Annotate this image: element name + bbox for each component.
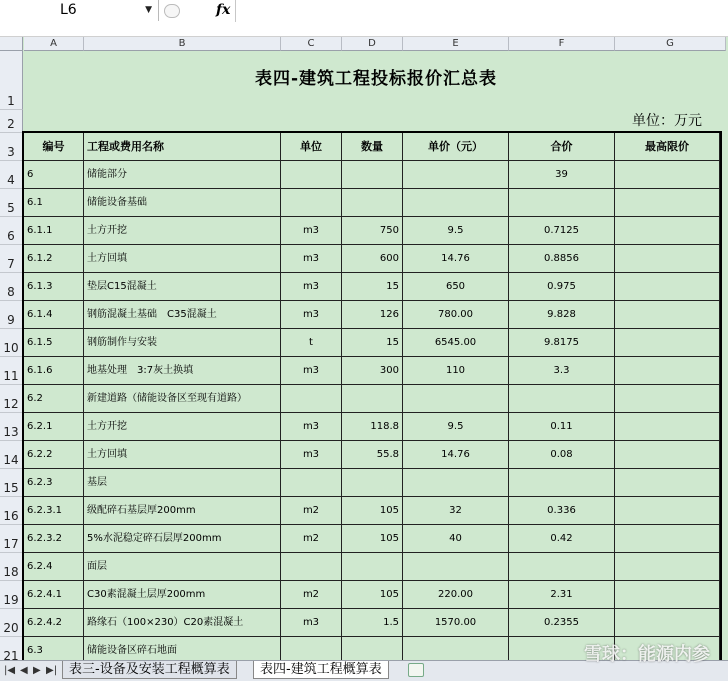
- row-header-7[interactable]: 7: [0, 245, 23, 273]
- table-cell[interactable]: m2: [281, 525, 342, 553]
- table-cell[interactable]: [615, 553, 720, 581]
- table-cell[interactable]: [509, 553, 615, 581]
- function-icon[interactable]: fx: [216, 2, 231, 18]
- row-header-10[interactable]: 10: [0, 329, 23, 357]
- table-cell[interactable]: [342, 189, 403, 217]
- table-cell[interactable]: 9.5: [403, 413, 509, 441]
- header-cell[interactable]: 数量: [342, 133, 403, 161]
- table-cell[interactable]: 0.2355: [509, 609, 615, 637]
- table-row: [24, 525, 728, 553]
- table-cell[interactable]: 600: [342, 245, 403, 273]
- formula-handle-icon[interactable]: [164, 4, 180, 18]
- table-cell[interactable]: 14.76: [403, 441, 509, 469]
- ribbon-gap: [0, 22, 728, 37]
- table-cell[interactable]: 6.2.4.2: [24, 609, 84, 637]
- table-row: [24, 245, 728, 273]
- table-cell[interactable]: [615, 581, 720, 609]
- table-cell[interactable]: [403, 385, 509, 413]
- table-cell[interactable]: [342, 553, 403, 581]
- table-cell[interactable]: 钢筋混凝土基础 C35混凝土: [84, 301, 281, 329]
- first-sheet-icon[interactable]: |◀: [4, 665, 16, 676]
- table-header-row: [24, 133, 728, 161]
- table-cell[interactable]: [281, 637, 342, 660]
- name-box-value: L6: [60, 2, 77, 18]
- table-cell[interactable]: 6.1.5: [24, 329, 84, 357]
- table-cell[interactable]: [342, 469, 403, 497]
- table-cell[interactable]: [281, 161, 342, 189]
- table-cell[interactable]: 14.76: [403, 245, 509, 273]
- table-cell[interactable]: 105: [342, 525, 403, 553]
- table-cell[interactable]: 39: [509, 161, 615, 189]
- table-cell[interactable]: [615, 469, 720, 497]
- header-cell[interactable]: 编号: [24, 133, 84, 161]
- table-cell[interactable]: 1.5: [342, 609, 403, 637]
- table-cell[interactable]: C30素混凝土层厚200mm: [84, 581, 281, 609]
- table-cell[interactable]: [509, 385, 615, 413]
- table-cell[interactable]: m3: [281, 301, 342, 329]
- header-cell[interactable]: 工程或费用名称: [84, 133, 281, 161]
- table-cell[interactable]: m3: [281, 609, 342, 637]
- table-row: [24, 469, 728, 497]
- chevron-down-icon[interactable]: ▼: [145, 5, 152, 15]
- table-cell[interactable]: m3: [281, 441, 342, 469]
- table-cell[interactable]: 6.1.3: [24, 273, 84, 301]
- formula-separator: [235, 0, 236, 22]
- table-row: [24, 581, 728, 609]
- table-cell[interactable]: [615, 189, 720, 217]
- table-cell[interactable]: [403, 637, 509, 660]
- table-cell[interactable]: 0.8856: [509, 245, 615, 273]
- sheet-tab-4[interactable]: 表四-建筑工程概算表: [253, 661, 389, 679]
- row-header-12[interactable]: 12: [0, 385, 23, 413]
- table-cell[interactable]: 地基处理 3:7灰土换填: [84, 357, 281, 385]
- table-cell[interactable]: 面层: [84, 553, 281, 581]
- table-cell[interactable]: 钢筋制作与安装: [84, 329, 281, 357]
- table-cell[interactable]: [615, 497, 720, 525]
- table-cell[interactable]: 6545.00: [403, 329, 509, 357]
- table-row: [24, 385, 728, 413]
- table-cell[interactable]: 105: [342, 497, 403, 525]
- row-header-9[interactable]: 9: [0, 301, 23, 329]
- table-cell[interactable]: [403, 161, 509, 189]
- table-cell[interactable]: [403, 553, 509, 581]
- table-cell[interactable]: 5%水泥稳定碎石层厚200mm: [84, 525, 281, 553]
- table-cell[interactable]: [615, 609, 720, 637]
- table-cell[interactable]: 110: [403, 357, 509, 385]
- table-cell[interactable]: 9.5: [403, 217, 509, 245]
- table-row: [24, 217, 728, 245]
- row-header-15[interactable]: 15: [0, 469, 23, 497]
- table-cell[interactable]: 780.00: [403, 301, 509, 329]
- table-cell[interactable]: [509, 469, 615, 497]
- row-header-17[interactable]: 17: [0, 525, 23, 553]
- row-header-4[interactable]: 4: [0, 161, 23, 189]
- table-cell[interactable]: [615, 413, 720, 441]
- column-header-d[interactable]: D: [342, 37, 403, 51]
- table-cell[interactable]: 6.1.6: [24, 357, 84, 385]
- next-sheet-icon[interactable]: ▶: [33, 665, 41, 676]
- table-cell[interactable]: 储能部分: [84, 161, 281, 189]
- table-cell[interactable]: [615, 245, 720, 273]
- column-header-g[interactable]: G: [615, 37, 726, 51]
- table-row: [24, 553, 728, 581]
- table-cell[interactable]: [615, 525, 720, 553]
- column-header-b[interactable]: B: [84, 37, 281, 51]
- row-header-18[interactable]: 18: [0, 553, 23, 581]
- table-cell[interactable]: 6.2: [24, 385, 84, 413]
- table-cell[interactable]: 0.11: [509, 413, 615, 441]
- table-row: [24, 441, 728, 469]
- prev-sheet-icon[interactable]: ◀: [20, 665, 28, 676]
- table-cell[interactable]: [281, 553, 342, 581]
- table-cell[interactable]: 土方开挖: [84, 413, 281, 441]
- table-cell[interactable]: t: [281, 329, 342, 357]
- table-cell[interactable]: 6.2.3.2: [24, 525, 84, 553]
- table-cell[interactable]: [615, 161, 720, 189]
- row-header-6[interactable]: 6: [0, 217, 23, 245]
- formula-bar: [0, 0, 728, 23]
- row-header-1[interactable]: 1: [0, 51, 23, 110]
- table-cell[interactable]: [615, 385, 720, 413]
- table-cell[interactable]: 6.2.4: [24, 553, 84, 581]
- watermark: 雪球：能源内参: [584, 644, 710, 665]
- table-cell[interactable]: 土方开挖: [84, 217, 281, 245]
- table-cell[interactable]: 32: [403, 497, 509, 525]
- table-row: [24, 497, 728, 525]
- table-cell[interactable]: 垫层C15混凝土: [84, 273, 281, 301]
- row-header-16[interactable]: 16: [0, 497, 23, 525]
- table-cell[interactable]: 6.1.2: [24, 245, 84, 273]
- header-cell[interactable]: 单位: [281, 133, 342, 161]
- table-row: [24, 357, 728, 385]
- table-cell[interactable]: 15: [342, 329, 403, 357]
- table-cell[interactable]: [615, 441, 720, 469]
- column-header-e[interactable]: E: [403, 37, 509, 51]
- row-header-19[interactable]: 19: [0, 581, 23, 609]
- table-cell[interactable]: [403, 469, 509, 497]
- table-cell[interactable]: 6.2.3: [24, 469, 84, 497]
- table-cell[interactable]: 路缘石（100×230）C20素混凝土: [84, 609, 281, 637]
- spreadsheet-grid[interactable]: [0, 37, 728, 660]
- table-cell[interactable]: [509, 189, 615, 217]
- table-cell[interactable]: [615, 273, 720, 301]
- table-cell[interactable]: 土方回填: [84, 441, 281, 469]
- formula-controls: [160, 0, 240, 21]
- table-cell[interactable]: 6.2.4.1: [24, 581, 84, 609]
- row-header-20[interactable]: 20: [0, 609, 23, 637]
- last-sheet-icon[interactable]: ▶|: [46, 665, 58, 676]
- table-cell[interactable]: 0.08: [509, 441, 615, 469]
- table-cell[interactable]: 6.1.4: [24, 301, 84, 329]
- row-header-8[interactable]: 8: [0, 273, 23, 301]
- table-cell[interactable]: 6.3: [24, 637, 84, 660]
- table-cell[interactable]: 118.8: [342, 413, 403, 441]
- table-cell[interactable]: 750: [342, 217, 403, 245]
- table-cell[interactable]: 1570.00: [403, 609, 509, 637]
- header-cell[interactable]: 合价: [509, 133, 615, 161]
- table-cell[interactable]: 新建道路（储能设备区至现有道路）: [84, 385, 281, 413]
- table-row: [24, 413, 728, 441]
- table-cell[interactable]: [342, 385, 403, 413]
- header-cell[interactable]: 单价（元）: [403, 133, 509, 161]
- name-box[interactable]: [0, 0, 159, 21]
- row-header-5[interactable]: 5: [0, 189, 23, 217]
- column-header-a[interactable]: A: [24, 37, 84, 51]
- row-header-14[interactable]: 14: [0, 441, 23, 469]
- table-cell[interactable]: 6.2.3.1: [24, 497, 84, 525]
- table-cell[interactable]: 6.1.1: [24, 217, 84, 245]
- table-cell[interactable]: 储能设备基础: [84, 189, 281, 217]
- table-cell[interactable]: 650: [403, 273, 509, 301]
- column-header-f[interactable]: F: [509, 37, 615, 51]
- table-cell[interactable]: m3: [281, 413, 342, 441]
- table-cell[interactable]: 9.828: [509, 301, 615, 329]
- table-cell[interactable]: 6.2.1: [24, 413, 84, 441]
- table-row: [24, 301, 728, 329]
- table-cell[interactable]: m3: [281, 245, 342, 273]
- table-cell[interactable]: [615, 357, 720, 385]
- table-cell[interactable]: [281, 469, 342, 497]
- new-sheet-icon[interactable]: [408, 663, 424, 677]
- table-cell[interactable]: 55.8: [342, 441, 403, 469]
- column-header-c[interactable]: C: [281, 37, 342, 51]
- table-cell[interactable]: [615, 329, 720, 357]
- table-cell[interactable]: [281, 189, 342, 217]
- table-cell[interactable]: m3: [281, 357, 342, 385]
- table-cell[interactable]: 0.975: [509, 273, 615, 301]
- table-cell[interactable]: 220.00: [403, 581, 509, 609]
- table-cell[interactable]: 级配碎石基层厚200mm: [84, 497, 281, 525]
- table-cell[interactable]: [615, 301, 720, 329]
- table-cell[interactable]: [403, 189, 509, 217]
- table-cell[interactable]: 基层: [84, 469, 281, 497]
- table-cell[interactable]: 105: [342, 581, 403, 609]
- row-header-21[interactable]: 21: [0, 637, 23, 660]
- header-cell[interactable]: 最高限价: [615, 133, 720, 161]
- select-all-corner[interactable]: [0, 37, 23, 51]
- table-cell[interactable]: [281, 385, 342, 413]
- table-cell[interactable]: 126: [342, 301, 403, 329]
- table-cell[interactable]: m2: [281, 497, 342, 525]
- sheet-title: 表四-建筑工程投标报价汇总表: [254, 69, 498, 89]
- table-cell[interactable]: 2.31: [509, 581, 615, 609]
- table-row: [24, 273, 728, 301]
- table-row: [24, 161, 728, 189]
- table-cell[interactable]: 储能设备区碎石地面: [84, 637, 281, 660]
- table-cell[interactable]: 300: [342, 357, 403, 385]
- row-header-2[interactable]: 2: [0, 110, 23, 133]
- table-cell[interactable]: 土方回填: [84, 245, 281, 273]
- table-cell[interactable]: 9.8175: [509, 329, 615, 357]
- row-header-13[interactable]: 13: [0, 413, 23, 441]
- table-cell[interactable]: m2: [281, 581, 342, 609]
- table-cell[interactable]: [342, 161, 403, 189]
- sheet-tab-3[interactable]: 表三-设备及安装工程概算表: [62, 661, 237, 679]
- table-cell[interactable]: 15: [342, 273, 403, 301]
- table-cell[interactable]: 6.2.2: [24, 441, 84, 469]
- table-row: [24, 189, 728, 217]
- table-row: [24, 609, 728, 637]
- table-cell[interactable]: m3: [281, 273, 342, 301]
- table-cell[interactable]: 0.42: [509, 525, 615, 553]
- table-cell[interactable]: 40: [403, 525, 509, 553]
- table-cell[interactable]: 3.3: [509, 357, 615, 385]
- table-cell[interactable]: [615, 217, 720, 245]
- table-cell[interactable]: 0.7125: [509, 217, 615, 245]
- table-cell[interactable]: m3: [281, 217, 342, 245]
- row-header-11[interactable]: 11: [0, 357, 23, 385]
- table-cell[interactable]: 6: [24, 161, 84, 189]
- unit-label: 单位：万元: [632, 113, 702, 129]
- table-row: [24, 329, 728, 357]
- table-cell[interactable]: 0.336: [509, 497, 615, 525]
- table-cell[interactable]: 6.1: [24, 189, 84, 217]
- table-cell[interactable]: [342, 637, 403, 660]
- row-header-3[interactable]: 3: [0, 133, 23, 161]
